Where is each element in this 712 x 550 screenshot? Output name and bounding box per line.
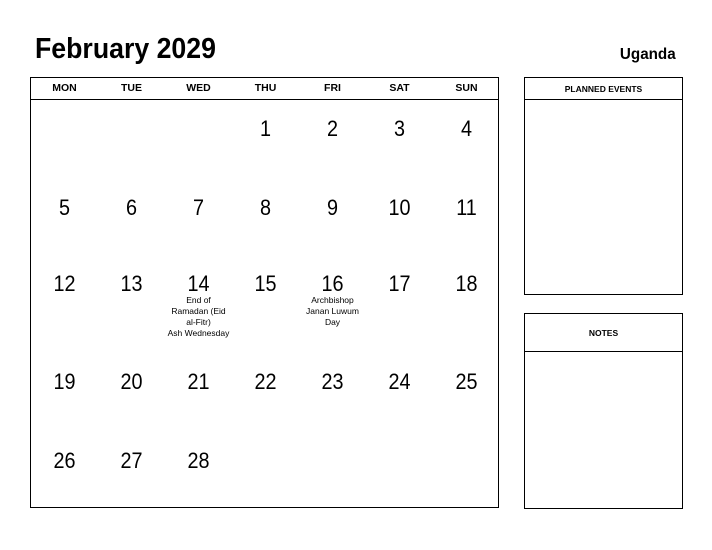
day-cell bbox=[366, 353, 433, 433]
day-cell bbox=[366, 179, 433, 259]
day-cell bbox=[433, 353, 500, 433]
day-number: 16 bbox=[321, 271, 344, 296]
day-number: 1 bbox=[259, 116, 272, 141]
day-number: 18 bbox=[455, 271, 478, 296]
day-number: 13 bbox=[120, 271, 143, 296]
day-cell bbox=[31, 179, 98, 259]
weekday-fri: FRI bbox=[324, 82, 341, 94]
day-cell bbox=[232, 100, 299, 180]
day-number: 19 bbox=[53, 369, 76, 394]
day-number: 20 bbox=[120, 369, 143, 394]
weekday-mon: MON bbox=[52, 82, 77, 94]
holiday-label: Archbishop Janan Luwum Day bbox=[306, 295, 359, 327]
day-number: 14 bbox=[187, 271, 210, 296]
day-number: 2 bbox=[326, 116, 339, 141]
day-number: 10 bbox=[388, 195, 411, 220]
day-cell bbox=[433, 255, 500, 335]
day-number: 27 bbox=[120, 448, 143, 473]
day-cell bbox=[165, 432, 232, 512]
day-cell bbox=[433, 179, 500, 259]
day-cell bbox=[98, 255, 165, 335]
day-number: 25 bbox=[455, 369, 478, 394]
weekday-sun: SUN bbox=[455, 82, 478, 94]
day-number: 12 bbox=[53, 271, 76, 296]
day-cell bbox=[299, 255, 366, 335]
weekday-sat: SAT bbox=[389, 82, 410, 94]
holiday-list bbox=[167, 295, 230, 339]
day-number: 23 bbox=[321, 369, 344, 394]
day-cell bbox=[98, 179, 165, 259]
day-cell bbox=[165, 255, 232, 338]
day-cell bbox=[98, 432, 165, 512]
day-number: 5 bbox=[58, 195, 71, 220]
day-number: 22 bbox=[254, 369, 277, 394]
holiday-label: Ash Wednesday bbox=[167, 328, 230, 338]
day-number: 17 bbox=[388, 271, 411, 296]
day-number: 28 bbox=[187, 448, 210, 473]
country-label: Uganda bbox=[620, 46, 676, 63]
day-cell bbox=[98, 353, 165, 433]
day-cell bbox=[433, 100, 500, 180]
day-cell bbox=[165, 353, 232, 433]
day-number: 4 bbox=[460, 116, 473, 141]
calendar-grid bbox=[30, 77, 499, 508]
notes-heading: NOTES bbox=[525, 314, 682, 352]
day-number: 9 bbox=[326, 195, 339, 220]
weekday-thu: THU bbox=[254, 82, 277, 94]
planned-events-heading: PLANNED EVENTS bbox=[525, 78, 682, 100]
day-number: 6 bbox=[125, 195, 138, 220]
day-number: 24 bbox=[388, 369, 411, 394]
day-cell bbox=[232, 179, 299, 259]
day-number: 7 bbox=[192, 195, 205, 220]
day-cell bbox=[31, 255, 98, 335]
day-cell bbox=[366, 255, 433, 335]
weekday-tue: TUE bbox=[121, 82, 142, 94]
weekday-header-row bbox=[31, 78, 498, 100]
day-cell bbox=[299, 179, 366, 259]
weekday-wed: WED bbox=[186, 82, 211, 94]
planned-events-box bbox=[524, 77, 683, 295]
day-number: 8 bbox=[259, 195, 272, 220]
day-number: 26 bbox=[53, 448, 76, 473]
day-cell bbox=[232, 353, 299, 433]
day-number: 3 bbox=[393, 116, 406, 141]
day-number: 11 bbox=[456, 195, 477, 220]
day-cell bbox=[31, 353, 98, 433]
day-cell bbox=[165, 179, 232, 259]
holiday-label: End of Ramadan (Eid al-Fitr) bbox=[171, 295, 226, 327]
day-cell bbox=[232, 255, 299, 335]
holiday-list bbox=[301, 295, 364, 328]
page-title: February 2029 bbox=[35, 33, 216, 65]
day-cell bbox=[299, 100, 366, 180]
day-cell bbox=[31, 432, 98, 512]
day-cell bbox=[299, 353, 366, 433]
day-number: 15 bbox=[254, 271, 277, 296]
notes-box bbox=[524, 313, 683, 509]
day-number: 21 bbox=[187, 369, 210, 394]
day-cell bbox=[366, 100, 433, 180]
